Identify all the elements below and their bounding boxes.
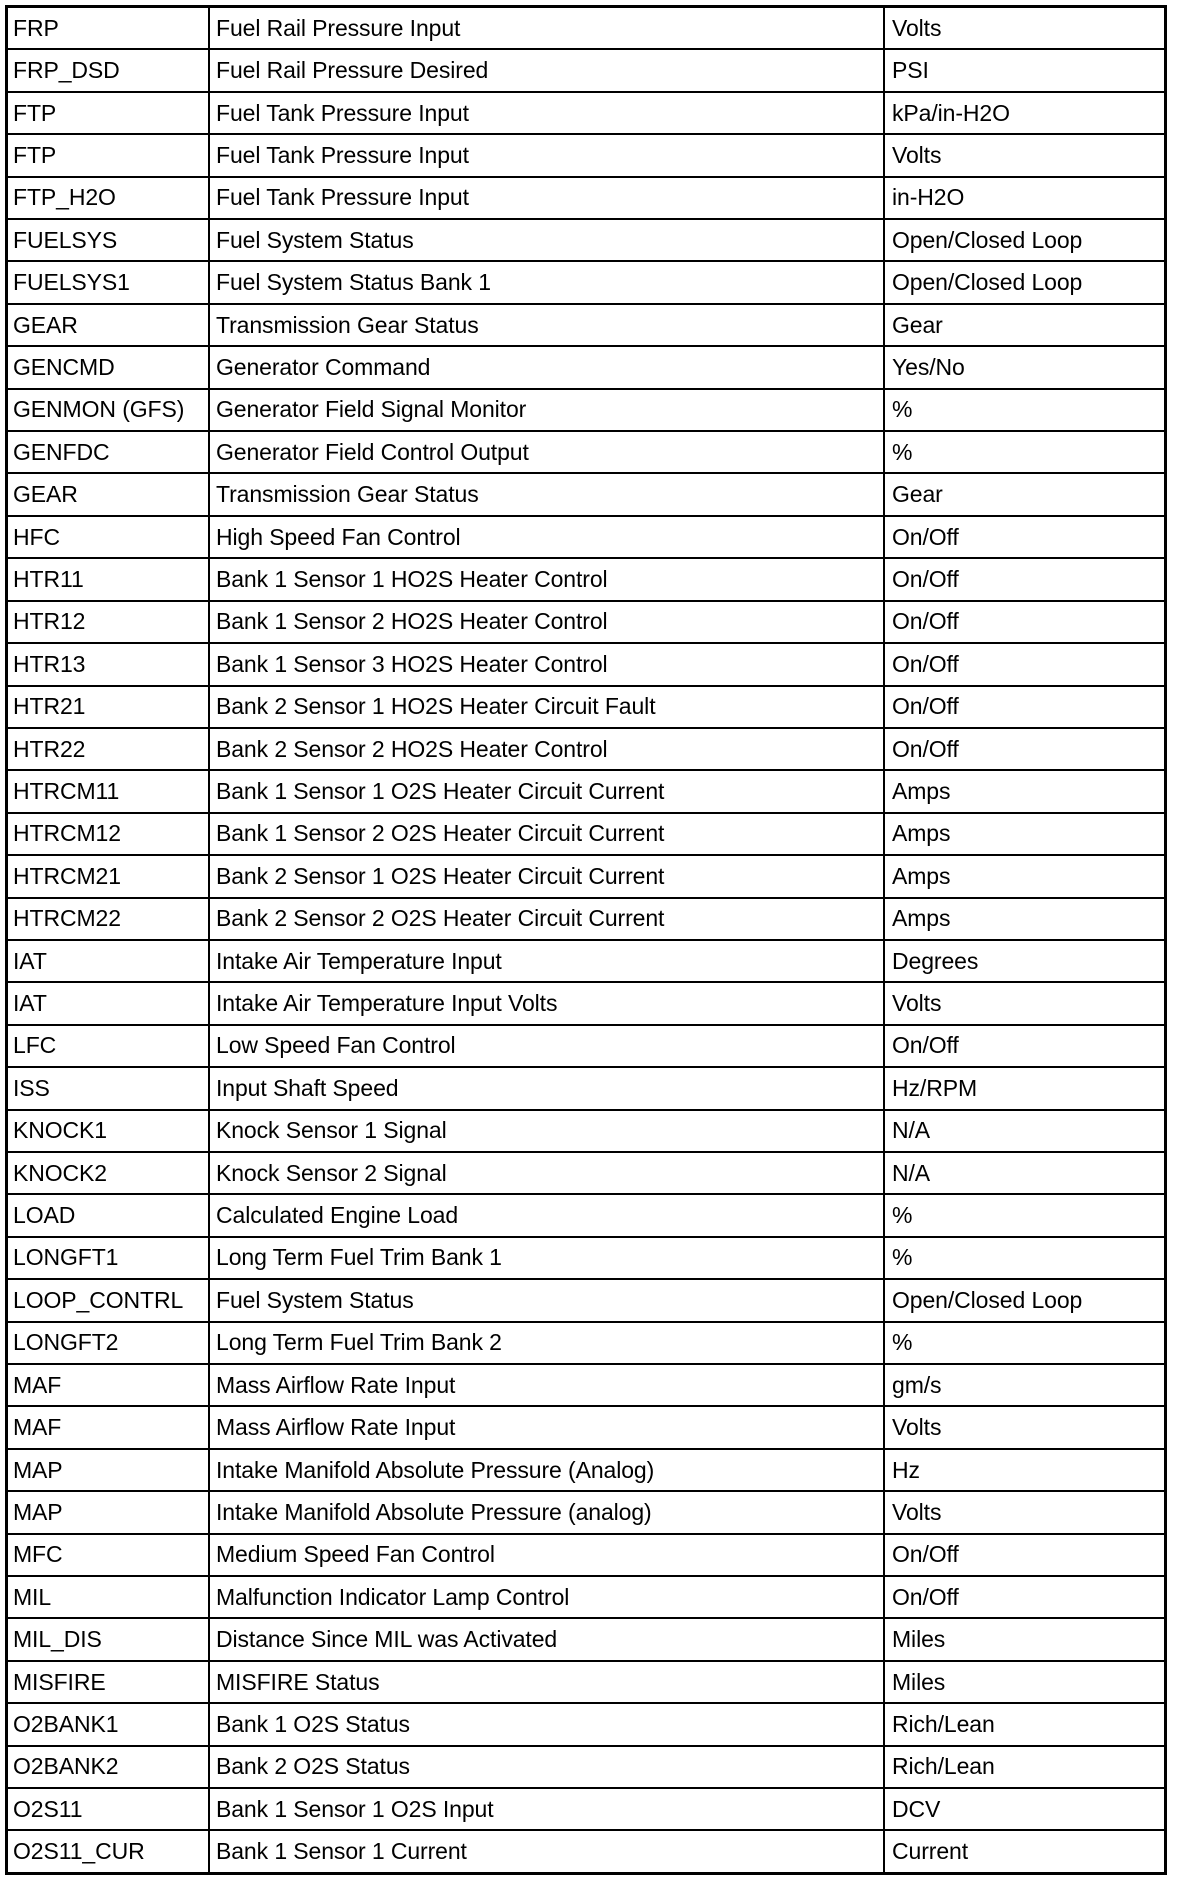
units-cell: Hz/RPM (884, 1067, 1164, 1109)
units-cell: Yes/No (884, 346, 1164, 388)
table-row (8, 516, 1164, 558)
table-row (8, 686, 1164, 728)
parameter-cell: FTP_H2O (8, 177, 209, 219)
units-cell: Volts (884, 982, 1164, 1024)
parameter-cell: FRP (8, 8, 209, 49)
units-cell: Open/Closed Loop (884, 219, 1164, 261)
table-row (8, 1322, 1164, 1364)
units-cell: Rich/Lean (884, 1746, 1164, 1788)
parameter-cell: FTP (8, 134, 209, 176)
parameter-cell: LOOP_CONTRL (8, 1279, 209, 1321)
parameter-cell: LONGFT2 (8, 1322, 209, 1364)
units-cell: % (884, 1237, 1164, 1279)
units-cell: PSI (884, 49, 1164, 91)
description-cell: Fuel Tank Pressure Input (209, 92, 884, 134)
units-cell: Volts (884, 1491, 1164, 1533)
description-cell: Bank 1 O2S Status (209, 1703, 884, 1745)
parameter-cell: HTR21 (8, 686, 209, 728)
table-row (8, 1110, 1164, 1152)
table-row (8, 49, 1164, 91)
table-row (8, 940, 1164, 982)
parameter-cell: O2S11 (8, 1788, 209, 1830)
units-cell: Miles (884, 1618, 1164, 1660)
table-row (8, 643, 1164, 685)
description-cell: Fuel Tank Pressure Input (209, 177, 884, 219)
parameter-cell: O2BANK1 (8, 1703, 209, 1745)
parameter-cell: HTRCM22 (8, 898, 209, 940)
description-cell: Low Speed Fan Control (209, 1025, 884, 1067)
units-cell: On/Off (884, 516, 1164, 558)
parameter-cell: ISS (8, 1067, 209, 1109)
units-cell: Amps (884, 770, 1164, 812)
units-cell: DCV (884, 1788, 1164, 1830)
parameter-table (8, 8, 1164, 1872)
parameter-cell: O2BANK2 (8, 1746, 209, 1788)
units-cell: On/Off (884, 686, 1164, 728)
table-row (8, 728, 1164, 770)
units-cell: Open/Closed Loop (884, 1279, 1164, 1321)
table-row (8, 855, 1164, 897)
parameter-cell: HTR13 (8, 643, 209, 685)
description-cell: Bank 2 Sensor 2 O2S Heater Circuit Current (209, 898, 884, 940)
units-cell: % (884, 431, 1164, 473)
units-cell: On/Off (884, 601, 1164, 643)
parameter-cell: FTP (8, 92, 209, 134)
parameter-cell: GENCMD (8, 346, 209, 388)
table-row (8, 1534, 1164, 1576)
table-row (8, 92, 1164, 134)
parameter-cell: FRP_DSD (8, 49, 209, 91)
units-cell: On/Off (884, 728, 1164, 770)
parameter-cell: KNOCK2 (8, 1152, 209, 1194)
description-cell: Distance Since MIL was Activated (209, 1618, 884, 1660)
table-row (8, 1491, 1164, 1533)
description-cell: Bank 1 Sensor 1 O2S Input (209, 1788, 884, 1830)
table-row (8, 1830, 1164, 1872)
description-cell: Knock Sensor 1 Signal (209, 1110, 884, 1152)
table-row (8, 898, 1164, 940)
parameter-cell: HTR11 (8, 558, 209, 600)
table-row (8, 1237, 1164, 1279)
table-row (8, 473, 1164, 515)
parameter-table-body (8, 8, 1164, 1872)
table-row (8, 982, 1164, 1024)
parameter-cell: O2S11_CUR (8, 1830, 209, 1872)
description-cell: Intake Air Temperature Input Volts (209, 982, 884, 1024)
parameter-cell: MAP (8, 1491, 209, 1533)
table-row (8, 1618, 1164, 1660)
description-cell: Bank 1 Sensor 2 O2S Heater Circuit Current (209, 813, 884, 855)
description-cell: Fuel System Status (209, 1279, 884, 1321)
units-cell: Volts (884, 1406, 1164, 1448)
table-row (8, 1364, 1164, 1406)
parameter-table-container (5, 5, 1167, 1875)
parameter-cell: LFC (8, 1025, 209, 1067)
description-cell: Fuel Rail Pressure Desired (209, 49, 884, 91)
parameter-cell: HTR12 (8, 601, 209, 643)
description-cell: Bank 1 Sensor 1 HO2S Heater Control (209, 558, 884, 600)
units-cell: Gear (884, 473, 1164, 515)
parameter-cell: GENMON (GFS) (8, 389, 209, 431)
description-cell: Fuel Rail Pressure Input (209, 8, 884, 49)
description-cell: Medium Speed Fan Control (209, 1534, 884, 1576)
table-row (8, 770, 1164, 812)
units-cell: Volts (884, 8, 1164, 49)
units-cell: On/Off (884, 1025, 1164, 1067)
table-row (8, 1152, 1164, 1194)
parameter-cell: LONGFT1 (8, 1237, 209, 1279)
description-cell: Mass Airflow Rate Input (209, 1406, 884, 1448)
description-cell: Bank 1 Sensor 3 HO2S Heater Control (209, 643, 884, 685)
table-row (8, 134, 1164, 176)
description-cell: Bank 2 Sensor 1 HO2S Heater Circuit Fault (209, 686, 884, 728)
units-cell: On/Off (884, 643, 1164, 685)
units-cell: kPa/in-H2O (884, 92, 1164, 134)
units-cell: Amps (884, 813, 1164, 855)
table-row (8, 1788, 1164, 1830)
table-row (8, 1703, 1164, 1745)
description-cell: Fuel System Status (209, 219, 884, 261)
table-row (8, 304, 1164, 346)
table-row (8, 1025, 1164, 1067)
description-cell: Bank 1 Sensor 1 Current (209, 1830, 884, 1872)
table-row (8, 261, 1164, 303)
description-cell: Transmission Gear Status (209, 304, 884, 346)
description-cell: Generator Command (209, 346, 884, 388)
table-row (8, 1279, 1164, 1321)
units-cell: On/Off (884, 1576, 1164, 1618)
units-cell: N/A (884, 1152, 1164, 1194)
units-cell: Open/Closed Loop (884, 261, 1164, 303)
description-cell: Bank 2 Sensor 2 HO2S Heater Control (209, 728, 884, 770)
units-cell: gm/s (884, 1364, 1164, 1406)
description-cell: Intake Manifold Absolute Pressure (analog) (209, 1491, 884, 1533)
units-cell: Hz (884, 1449, 1164, 1491)
units-cell: N/A (884, 1110, 1164, 1152)
parameter-cell: GEAR (8, 304, 209, 346)
description-cell: Intake Manifold Absolute Pressure (Analog) (209, 1449, 884, 1491)
parameter-cell: IAT (8, 982, 209, 1024)
table-row (8, 346, 1164, 388)
table-row (8, 219, 1164, 261)
table-row (8, 1576, 1164, 1618)
parameter-cell: HTRCM12 (8, 813, 209, 855)
table-row (8, 389, 1164, 431)
description-cell: Bank 1 Sensor 1 O2S Heater Circuit Current (209, 770, 884, 812)
description-cell: Fuel Tank Pressure Input (209, 134, 884, 176)
parameter-cell: KNOCK1 (8, 1110, 209, 1152)
units-cell: Gear (884, 304, 1164, 346)
units-cell: Degrees (884, 940, 1164, 982)
parameter-cell: GEAR (8, 473, 209, 515)
description-cell: Transmission Gear Status (209, 473, 884, 515)
parameter-cell: MAP (8, 1449, 209, 1491)
description-cell: Bank 2 Sensor 1 O2S Heater Circuit Current (209, 855, 884, 897)
table-row (8, 558, 1164, 600)
parameter-cell: GENFDC (8, 431, 209, 473)
units-cell: On/Off (884, 558, 1164, 600)
parameter-cell: HTRCM21 (8, 855, 209, 897)
description-cell: Fuel System Status Bank 1 (209, 261, 884, 303)
description-cell: Bank 2 O2S Status (209, 1746, 884, 1788)
parameter-cell: IAT (8, 940, 209, 982)
table-row (8, 8, 1164, 49)
parameter-cell: HFC (8, 516, 209, 558)
units-cell: On/Off (884, 1534, 1164, 1576)
table-row (8, 177, 1164, 219)
description-cell: Mass Airflow Rate Input (209, 1364, 884, 1406)
parameter-cell: HTR22 (8, 728, 209, 770)
units-cell: Miles (884, 1661, 1164, 1703)
description-cell: MISFIRE Status (209, 1661, 884, 1703)
units-cell: % (884, 1322, 1164, 1364)
units-cell: % (884, 1194, 1164, 1236)
parameter-cell: HTRCM11 (8, 770, 209, 812)
description-cell: Calculated Engine Load (209, 1194, 884, 1236)
table-row (8, 1406, 1164, 1448)
units-cell: Current (892, 1838, 968, 1865)
units-cell: in-H2O (884, 177, 1164, 219)
description-cell: Generator Field Control Output (209, 431, 884, 473)
parameter-cell: MISFIRE (8, 1661, 209, 1703)
units-cell: Amps (884, 898, 1164, 940)
table-row (8, 601, 1164, 643)
units-cell: Amps (884, 855, 1164, 897)
description-cell: Long Term Fuel Trim Bank 1 (209, 1237, 884, 1279)
parameter-cell: FUELSYS (8, 219, 209, 261)
table-row (8, 1067, 1164, 1109)
description-cell: Knock Sensor 2 Signal (209, 1152, 884, 1194)
description-cell: Malfunction Indicator Lamp Control (209, 1576, 884, 1618)
description-cell: High Speed Fan Control (209, 516, 884, 558)
table-row (8, 1661, 1164, 1703)
description-cell: Input Shaft Speed (209, 1067, 884, 1109)
description-cell: Generator Field Signal Monitor (209, 389, 884, 431)
table-row (8, 1449, 1164, 1491)
description-cell: Long Term Fuel Trim Bank 2 (209, 1322, 884, 1364)
parameter-cell: MAF (8, 1364, 209, 1406)
units-cell: % (884, 389, 1164, 431)
table-row (8, 1746, 1164, 1788)
table-row (8, 1194, 1164, 1236)
description-cell: Intake Air Temperature Input (209, 940, 884, 982)
parameter-cell: FUELSYS1 (8, 261, 209, 303)
units-cell: Volts (884, 134, 1164, 176)
parameter-cell: MIL (8, 1576, 209, 1618)
description-cell: Bank 1 Sensor 2 HO2S Heater Control (209, 601, 884, 643)
table-row (8, 431, 1164, 473)
parameter-cell: LOAD (8, 1194, 209, 1236)
units-cell: Rich/Lean (884, 1703, 1164, 1745)
parameter-cell: MFC (8, 1534, 209, 1576)
parameter-cell: MAF (8, 1406, 209, 1448)
parameter-cell: MIL_DIS (8, 1618, 209, 1660)
table-row (8, 813, 1164, 855)
